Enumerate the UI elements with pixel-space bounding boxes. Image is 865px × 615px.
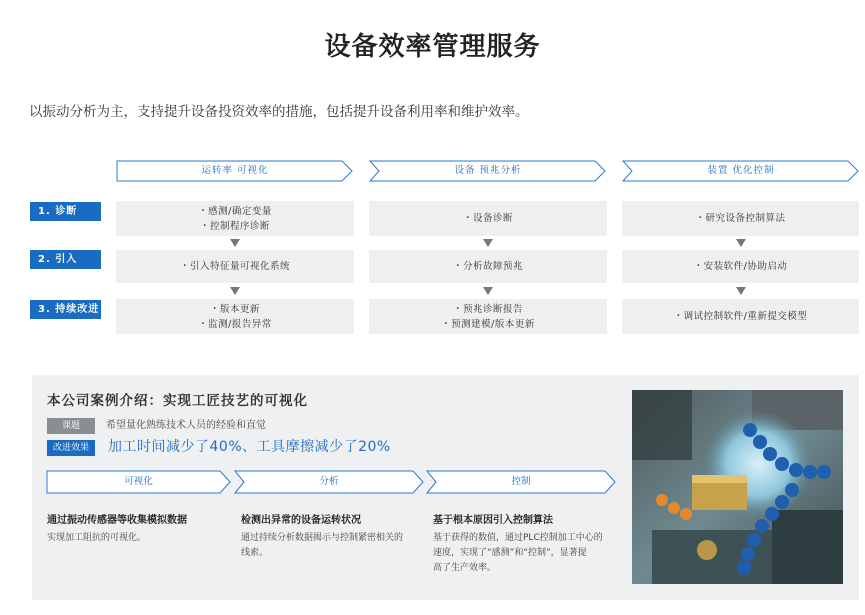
case-study-title: 本公司案例介绍：实现工匠技艺的可视化 [47, 393, 308, 409]
step-label-introduction: 2. 引入 [30, 250, 101, 269]
cell-diagnosis-optimization [622, 201, 859, 236]
issue-tag: 课题 [47, 418, 95, 434]
cell-line: ・研究设备控制算法 [695, 213, 786, 224]
cell-diagnosis-visualization [116, 201, 354, 236]
cell-line: ・设备诊断 [462, 213, 513, 224]
stage-body-line: 高了生产效率。 [433, 563, 497, 573]
cell-line: ・版本更新 [209, 303, 260, 315]
cell-line: ・预兆诊断报告 [452, 303, 523, 315]
cell-improvement-optimization [622, 299, 859, 334]
case-stage-control [426, 470, 616, 494]
page-title: 设备效率管理服务 [324, 32, 541, 62]
stage-body-line: 实现加工阻抗的可视化。 [47, 533, 147, 543]
cell-line: ・预测建模/版本更新 [441, 318, 535, 330]
phase-label: 设备 预兆分析 [454, 165, 522, 176]
stage-body-line: 速度，实现了“感测”和“控制”，显著提 [433, 548, 587, 558]
intro-text: 以振动分析为主，支持提升设备投资效率的措施，包括提升设备利用率和维护效率。 [29, 104, 529, 120]
stage-body-line: 线索。 [241, 548, 269, 558]
step-label-diagnosis: 1. 诊断 [30, 202, 101, 221]
cell-line: ・控制程序诊断 [199, 220, 270, 232]
case-stage-analyze [234, 470, 424, 494]
stage-label: 控制 [511, 476, 531, 487]
case-stage-visualize [46, 470, 231, 494]
cell-improvement-prediction [369, 299, 607, 334]
cell-line: ・引入特征量可视化系统 [179, 261, 290, 272]
cell-introduction-optimization [622, 250, 859, 283]
cell-introduction-prediction [369, 250, 607, 283]
phase-label: 装置 优化控制 [707, 165, 775, 176]
effect-tag: 改进效果 [47, 440, 95, 456]
stage-heading: 检测出异常的设备运转状况 [241, 515, 361, 526]
stage-heading: 通过振动传感器等收集模拟数据 [47, 515, 187, 526]
step-label-improvement: 3. 持续改进 [30, 300, 101, 319]
stage-body [433, 531, 603, 576]
phase-chevron-optimization [622, 160, 860, 182]
cell-line: ・监测/报告异常 [198, 318, 272, 330]
stage-label: 分析 [319, 476, 339, 487]
cell-line: ・调试控制软件/重新提交模型 [673, 311, 808, 322]
cell-improvement-visualization [116, 299, 354, 334]
phase-chevron-prediction [369, 160, 607, 182]
cell-line: ・安装软件/协助启动 [693, 261, 788, 272]
cell-line: ・分析故障预兆 [452, 261, 523, 272]
cell-diagnosis-prediction [369, 201, 607, 236]
stage-label: 可视化 [124, 476, 153, 487]
stage-heading: 基于根本原因引入控制算法 [433, 515, 553, 526]
stage-body [241, 531, 403, 561]
stage-body-line: 基于获得的数值，通过PLC控制加工中心的 [433, 533, 603, 543]
down-arrow-icon [483, 287, 493, 295]
stage-body [47, 531, 146, 546]
phase-chevron-visualization [116, 160, 354, 182]
stage-body-line: 通过持续分析数据揭示与控制紧密相关的 [241, 533, 404, 543]
down-arrow-icon [230, 287, 240, 295]
cell-line: ・感测/确定变量 [198, 205, 272, 217]
down-arrow-icon [736, 239, 746, 247]
down-arrow-icon [230, 239, 240, 247]
cell-introduction-visualization [116, 250, 354, 283]
machining-photo [632, 390, 843, 584]
down-arrow-icon [483, 239, 493, 247]
down-arrow-icon [736, 287, 746, 295]
phase-label: 运转率 可视化 [201, 165, 269, 176]
effect-text: 加工时间减少了40%、工具摩擦减少了20% [108, 439, 391, 455]
issue-text: 希望量化熟练技术人员的经验和直觉 [106, 420, 266, 431]
